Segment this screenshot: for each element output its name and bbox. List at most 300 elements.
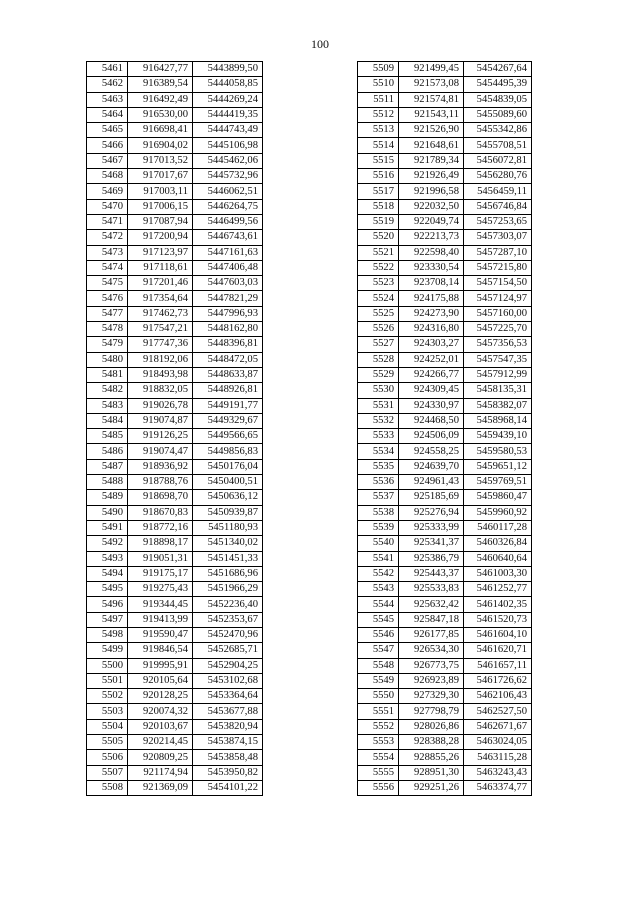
x-coordinate-cell: 926773,75 <box>399 658 464 673</box>
point-number-cell: 5465 <box>87 123 128 138</box>
x-coordinate-cell: 918832,05 <box>128 383 193 398</box>
x-coordinate-cell: 925386,79 <box>399 551 464 566</box>
table-row <box>87 627 263 642</box>
y-coordinate-cell: 5457253,65 <box>464 214 532 229</box>
y-coordinate-cell: 5459651,12 <box>464 459 532 474</box>
y-coordinate-cell: 5453874,15 <box>193 735 263 750</box>
x-coordinate-cell: 921526,90 <box>399 123 464 138</box>
y-coordinate-cell: 5452904,25 <box>193 658 263 673</box>
x-coordinate-cell: 921499,45 <box>399 62 464 77</box>
point-number-cell: 5542 <box>358 566 399 581</box>
x-coordinate-cell: 919344,45 <box>128 597 193 612</box>
x-coordinate-cell: 919590,47 <box>128 627 193 642</box>
point-number-cell: 5499 <box>87 643 128 658</box>
table-row <box>358 230 532 245</box>
x-coordinate-cell: 925443,37 <box>399 566 464 581</box>
x-coordinate-cell: 924175,88 <box>399 291 464 306</box>
point-number-cell: 5520 <box>358 230 399 245</box>
y-coordinate-cell: 5447603,03 <box>193 276 263 291</box>
x-coordinate-cell: 917017,67 <box>128 169 193 184</box>
point-number-cell: 5519 <box>358 214 399 229</box>
y-coordinate-cell: 5450176,04 <box>193 459 263 474</box>
x-coordinate-cell: 917200,94 <box>128 230 193 245</box>
table-row <box>87 245 263 260</box>
x-coordinate-cell: 925847,18 <box>399 612 464 627</box>
x-coordinate-cell: 925533,83 <box>399 582 464 597</box>
table-row <box>358 337 532 352</box>
x-coordinate-cell: 916492,49 <box>128 92 193 107</box>
table-row <box>358 306 532 321</box>
point-number-cell: 5539 <box>358 520 399 535</box>
table-row <box>358 597 532 612</box>
y-coordinate-cell: 5450939,87 <box>193 505 263 520</box>
point-number-cell: 5491 <box>87 520 128 535</box>
point-number-cell: 5517 <box>358 184 399 199</box>
x-coordinate-cell: 928388,28 <box>399 735 464 750</box>
table-row <box>87 505 263 520</box>
x-coordinate-cell: 921543,11 <box>399 107 464 122</box>
point-number-cell: 5512 <box>358 107 399 122</box>
y-coordinate-cell: 5446264,75 <box>193 199 263 214</box>
y-coordinate-cell: 5444269,24 <box>193 92 263 107</box>
x-coordinate-cell: 920103,67 <box>128 719 193 734</box>
x-coordinate-cell: 917123,97 <box>128 245 193 260</box>
point-number-cell: 5469 <box>87 184 128 199</box>
point-number-cell: 5529 <box>358 367 399 382</box>
y-coordinate-cell: 5457547,35 <box>464 352 532 367</box>
point-number-cell: 5478 <box>87 322 128 337</box>
table-row <box>358 413 532 428</box>
x-coordinate-cell: 920105,64 <box>128 673 193 688</box>
point-number-cell: 5498 <box>87 627 128 642</box>
y-coordinate-cell: 5453820,94 <box>193 719 263 734</box>
table-row <box>358 490 532 505</box>
y-coordinate-cell: 5446499,56 <box>193 214 263 229</box>
table-row <box>358 214 532 229</box>
point-number-cell: 5556 <box>358 780 399 795</box>
x-coordinate-cell: 921996,58 <box>399 184 464 199</box>
table-row <box>87 475 263 490</box>
table-row <box>358 367 532 382</box>
table-row <box>87 765 263 780</box>
x-coordinate-cell: 928951,30 <box>399 765 464 780</box>
point-number-cell: 5532 <box>358 413 399 428</box>
table-row <box>87 322 263 337</box>
point-number-cell: 5490 <box>87 505 128 520</box>
point-number-cell: 5481 <box>87 367 128 382</box>
table-row <box>358 643 532 658</box>
point-number-cell: 5464 <box>87 107 128 122</box>
point-number-cell: 5516 <box>358 169 399 184</box>
y-coordinate-cell: 5455708,51 <box>464 138 532 153</box>
y-coordinate-cell: 5459439,10 <box>464 429 532 444</box>
y-coordinate-cell: 5460117,28 <box>464 520 532 535</box>
y-coordinate-cell: 5457154,50 <box>464 276 532 291</box>
x-coordinate-cell: 916904,02 <box>128 138 193 153</box>
x-coordinate-cell: 919846,54 <box>128 643 193 658</box>
x-coordinate-cell: 919275,43 <box>128 582 193 597</box>
table-row <box>358 536 532 551</box>
table-row <box>87 490 263 505</box>
x-coordinate-cell: 919413,99 <box>128 612 193 627</box>
table-row <box>358 704 532 719</box>
point-number-cell: 5522 <box>358 260 399 275</box>
point-number-cell: 5535 <box>358 459 399 474</box>
point-number-cell: 5541 <box>358 551 399 566</box>
y-coordinate-cell: 5446743,61 <box>193 230 263 245</box>
point-number-cell: 5462 <box>87 77 128 92</box>
y-coordinate-cell: 5452470,96 <box>193 627 263 642</box>
y-coordinate-cell: 5445462,06 <box>193 153 263 168</box>
y-coordinate-cell: 5462106,43 <box>464 689 532 704</box>
y-coordinate-cell: 5461726,62 <box>464 673 532 688</box>
point-number-cell: 5492 <box>87 536 128 551</box>
x-coordinate-cell: 919051,31 <box>128 551 193 566</box>
point-number-cell: 5484 <box>87 413 128 428</box>
table-row <box>87 597 263 612</box>
table-row <box>358 765 532 780</box>
point-number-cell: 5546 <box>358 627 399 642</box>
table-row <box>358 169 532 184</box>
y-coordinate-cell: 5453950,82 <box>193 765 263 780</box>
x-coordinate-cell: 917747,36 <box>128 337 193 352</box>
point-number-cell: 5508 <box>87 780 128 795</box>
table-row <box>87 429 263 444</box>
y-coordinate-cell: 5449856,83 <box>193 444 263 459</box>
y-coordinate-cell: 5457912,99 <box>464 367 532 382</box>
x-coordinate-cell: 924558,25 <box>399 444 464 459</box>
x-coordinate-cell: 920809,25 <box>128 750 193 765</box>
table-row <box>358 444 532 459</box>
y-coordinate-cell: 5462527,50 <box>464 704 532 719</box>
y-coordinate-cell: 5457160,00 <box>464 306 532 321</box>
y-coordinate-cell: 5449566,65 <box>193 429 263 444</box>
table-row <box>358 153 532 168</box>
y-coordinate-cell: 5463024,05 <box>464 735 532 750</box>
point-number-cell: 5477 <box>87 306 128 321</box>
y-coordinate-cell: 5461003,30 <box>464 566 532 581</box>
y-coordinate-cell: 5448396,81 <box>193 337 263 352</box>
x-coordinate-cell: 919126,25 <box>128 429 193 444</box>
table-row <box>358 658 532 673</box>
table-row <box>87 413 263 428</box>
y-coordinate-cell: 5452236,40 <box>193 597 263 612</box>
y-coordinate-cell: 5456280,76 <box>464 169 532 184</box>
y-coordinate-cell: 5457287,10 <box>464 245 532 260</box>
point-number-cell: 5493 <box>87 551 128 566</box>
y-coordinate-cell: 5452353,67 <box>193 612 263 627</box>
x-coordinate-cell: 928026,86 <box>399 719 464 734</box>
y-coordinate-cell: 5461620,71 <box>464 643 532 658</box>
y-coordinate-cell: 5457215,80 <box>464 260 532 275</box>
y-coordinate-cell: 5461520,73 <box>464 612 532 627</box>
table-row <box>87 138 263 153</box>
table-row <box>87 169 263 184</box>
y-coordinate-cell: 5457225,70 <box>464 322 532 337</box>
x-coordinate-cell: 920214,45 <box>128 735 193 750</box>
point-number-cell: 5482 <box>87 383 128 398</box>
x-coordinate-cell: 918192,06 <box>128 352 193 367</box>
x-coordinate-cell: 916427,77 <box>128 62 193 77</box>
point-number-cell: 5547 <box>358 643 399 658</box>
y-coordinate-cell: 5454495,39 <box>464 77 532 92</box>
table-row <box>87 780 263 795</box>
point-number-cell: 5548 <box>358 658 399 673</box>
table-row <box>87 77 263 92</box>
point-number-cell: 5555 <box>358 765 399 780</box>
x-coordinate-cell: 919026,78 <box>128 398 193 413</box>
y-coordinate-cell: 5457124,97 <box>464 291 532 306</box>
y-coordinate-cell: 5449191,77 <box>193 398 263 413</box>
x-coordinate-cell: 917003,11 <box>128 184 193 199</box>
x-coordinate-cell: 917547,21 <box>128 322 193 337</box>
table-row <box>87 306 263 321</box>
x-coordinate-cell: 918936,92 <box>128 459 193 474</box>
table-row <box>358 92 532 107</box>
y-coordinate-cell: 5463243,43 <box>464 765 532 780</box>
point-number-cell: 5534 <box>358 444 399 459</box>
x-coordinate-cell: 924273,90 <box>399 306 464 321</box>
x-coordinate-cell: 921574,81 <box>399 92 464 107</box>
point-number-cell: 5545 <box>358 612 399 627</box>
table-row <box>87 352 263 367</box>
table-row <box>358 276 532 291</box>
x-coordinate-cell: 918788,76 <box>128 475 193 490</box>
point-number-cell: 5506 <box>87 750 128 765</box>
x-coordinate-cell: 921573,08 <box>399 77 464 92</box>
y-coordinate-cell: 5448926,81 <box>193 383 263 398</box>
table-row <box>87 612 263 627</box>
coordinates-table-left <box>86 61 263 796</box>
table-row <box>358 582 532 597</box>
y-coordinate-cell: 5444743,49 <box>193 123 263 138</box>
x-coordinate-cell: 924303,27 <box>399 337 464 352</box>
table-row <box>358 780 532 795</box>
table-row <box>358 551 532 566</box>
point-number-cell: 5488 <box>87 475 128 490</box>
table-row <box>358 627 532 642</box>
table-row <box>87 444 263 459</box>
y-coordinate-cell: 5457303,07 <box>464 230 532 245</box>
x-coordinate-cell: 922598,40 <box>399 245 464 260</box>
y-coordinate-cell: 5447821,29 <box>193 291 263 306</box>
table-row <box>358 673 532 688</box>
x-coordinate-cell: 918698,70 <box>128 490 193 505</box>
table-row <box>358 689 532 704</box>
y-coordinate-cell: 5449329,67 <box>193 413 263 428</box>
y-coordinate-cell: 5453102,68 <box>193 673 263 688</box>
x-coordinate-cell: 927329,30 <box>399 689 464 704</box>
point-number-cell: 5474 <box>87 260 128 275</box>
y-coordinate-cell: 5455089,60 <box>464 107 532 122</box>
x-coordinate-cell: 917354,64 <box>128 291 193 306</box>
point-number-cell: 5525 <box>358 306 399 321</box>
table-row <box>358 62 532 77</box>
table-row <box>87 551 263 566</box>
table-row <box>358 260 532 275</box>
x-coordinate-cell: 916389,54 <box>128 77 193 92</box>
y-coordinate-cell: 5459960,92 <box>464 505 532 520</box>
table-row <box>358 245 532 260</box>
x-coordinate-cell: 921789,34 <box>399 153 464 168</box>
table-row <box>87 689 263 704</box>
point-number-cell: 5470 <box>87 199 128 214</box>
y-coordinate-cell: 5447161,63 <box>193 245 263 260</box>
table-row <box>358 735 532 750</box>
y-coordinate-cell: 5454267,64 <box>464 62 532 77</box>
table-row <box>87 643 263 658</box>
x-coordinate-cell: 920074,32 <box>128 704 193 719</box>
point-number-cell: 5504 <box>87 719 128 734</box>
x-coordinate-cell: 919175,17 <box>128 566 193 581</box>
point-number-cell: 5551 <box>358 704 399 719</box>
table-row <box>87 184 263 199</box>
y-coordinate-cell: 5456072,81 <box>464 153 532 168</box>
x-coordinate-cell: 926177,85 <box>399 627 464 642</box>
point-number-cell: 5497 <box>87 612 128 627</box>
point-number-cell: 5479 <box>87 337 128 352</box>
x-coordinate-cell: 923708,14 <box>399 276 464 291</box>
table-row <box>87 735 263 750</box>
table-row <box>87 582 263 597</box>
point-number-cell: 5468 <box>87 169 128 184</box>
point-number-cell: 5514 <box>358 138 399 153</box>
table-row <box>87 230 263 245</box>
x-coordinate-cell: 924309,45 <box>399 383 464 398</box>
point-number-cell: 5510 <box>358 77 399 92</box>
y-coordinate-cell: 5454101,22 <box>193 780 263 795</box>
table-row <box>87 337 263 352</box>
y-coordinate-cell: 5461402,35 <box>464 597 532 612</box>
y-coordinate-cell: 5457356,53 <box>464 337 532 352</box>
y-coordinate-cell: 5458135,31 <box>464 383 532 398</box>
point-number-cell: 5543 <box>358 582 399 597</box>
table-row <box>87 520 263 535</box>
table-row <box>358 520 532 535</box>
table-row <box>358 184 532 199</box>
y-coordinate-cell: 5452685,71 <box>193 643 263 658</box>
x-coordinate-cell: 924330,97 <box>399 398 464 413</box>
point-number-cell: 5485 <box>87 429 128 444</box>
table-row <box>87 536 263 551</box>
point-number-cell: 5500 <box>87 658 128 673</box>
x-coordinate-cell: 919074,87 <box>128 413 193 428</box>
y-coordinate-cell: 5453677,88 <box>193 704 263 719</box>
point-number-cell: 5549 <box>358 673 399 688</box>
point-number-cell: 5524 <box>358 291 399 306</box>
x-coordinate-cell: 921174,94 <box>128 765 193 780</box>
point-number-cell: 5466 <box>87 138 128 153</box>
point-number-cell: 5533 <box>358 429 399 444</box>
y-coordinate-cell: 5453364,64 <box>193 689 263 704</box>
point-number-cell: 5540 <box>358 536 399 551</box>
x-coordinate-cell: 928855,26 <box>399 750 464 765</box>
x-coordinate-cell: 926923,89 <box>399 673 464 688</box>
y-coordinate-cell: 5459580,53 <box>464 444 532 459</box>
point-number-cell: 5501 <box>87 673 128 688</box>
table-row <box>87 214 263 229</box>
table-row <box>87 199 263 214</box>
x-coordinate-cell: 917462,73 <box>128 306 193 321</box>
point-number-cell: 5483 <box>87 398 128 413</box>
point-number-cell: 5475 <box>87 276 128 291</box>
x-coordinate-cell: 925276,94 <box>399 505 464 520</box>
point-number-cell: 5530 <box>358 383 399 398</box>
point-number-cell: 5487 <box>87 459 128 474</box>
x-coordinate-cell: 924639,70 <box>399 459 464 474</box>
point-number-cell: 5480 <box>87 352 128 367</box>
table-row <box>358 383 532 398</box>
point-number-cell: 5531 <box>358 398 399 413</box>
x-coordinate-cell: 921369,09 <box>128 780 193 795</box>
table-row <box>87 62 263 77</box>
table-row <box>358 429 532 444</box>
table-row <box>358 719 532 734</box>
point-number-cell: 5527 <box>358 337 399 352</box>
x-coordinate-cell: 922213,73 <box>399 230 464 245</box>
x-coordinate-cell: 920128,25 <box>128 689 193 704</box>
point-number-cell: 5489 <box>87 490 128 505</box>
x-coordinate-cell: 924506,09 <box>399 429 464 444</box>
y-coordinate-cell: 5463374,77 <box>464 780 532 795</box>
table-row <box>87 260 263 275</box>
point-number-cell: 5518 <box>358 199 399 214</box>
point-number-cell: 5463 <box>87 92 128 107</box>
table-row <box>358 322 532 337</box>
y-coordinate-cell: 5451686,96 <box>193 566 263 581</box>
y-coordinate-cell: 5450400,51 <box>193 475 263 490</box>
table-row <box>87 658 263 673</box>
point-number-cell: 5494 <box>87 566 128 581</box>
y-coordinate-cell: 5451966,29 <box>193 582 263 597</box>
x-coordinate-cell: 917118,61 <box>128 260 193 275</box>
point-number-cell: 5472 <box>87 230 128 245</box>
x-coordinate-cell: 924468,50 <box>399 413 464 428</box>
y-coordinate-cell: 5446062,51 <box>193 184 263 199</box>
y-coordinate-cell: 5463115,28 <box>464 750 532 765</box>
table-row <box>358 398 532 413</box>
x-coordinate-cell: 924266,77 <box>399 367 464 382</box>
y-coordinate-cell: 5456746,84 <box>464 199 532 214</box>
y-coordinate-cell: 5458968,14 <box>464 413 532 428</box>
table-row <box>358 123 532 138</box>
y-coordinate-cell: 5460326,84 <box>464 536 532 551</box>
table-row <box>358 612 532 627</box>
table-row <box>87 459 263 474</box>
table-row <box>87 750 263 765</box>
table-row <box>87 719 263 734</box>
point-number-cell: 5503 <box>87 704 128 719</box>
point-number-cell: 5536 <box>358 475 399 490</box>
table-row <box>87 276 263 291</box>
table-row <box>358 138 532 153</box>
point-number-cell: 5495 <box>87 582 128 597</box>
y-coordinate-cell: 5448472,05 <box>193 352 263 367</box>
x-coordinate-cell: 922049,74 <box>399 214 464 229</box>
point-number-cell: 5473 <box>87 245 128 260</box>
x-coordinate-cell: 916530,00 <box>128 107 193 122</box>
y-coordinate-cell: 5444419,35 <box>193 107 263 122</box>
table-row <box>358 77 532 92</box>
point-number-cell: 5467 <box>87 153 128 168</box>
table-row <box>87 398 263 413</box>
table-row <box>358 107 532 122</box>
point-number-cell: 5513 <box>358 123 399 138</box>
x-coordinate-cell: 922032,50 <box>399 199 464 214</box>
point-number-cell: 5523 <box>358 276 399 291</box>
y-coordinate-cell: 5453858,48 <box>193 750 263 765</box>
x-coordinate-cell: 929251,26 <box>399 780 464 795</box>
